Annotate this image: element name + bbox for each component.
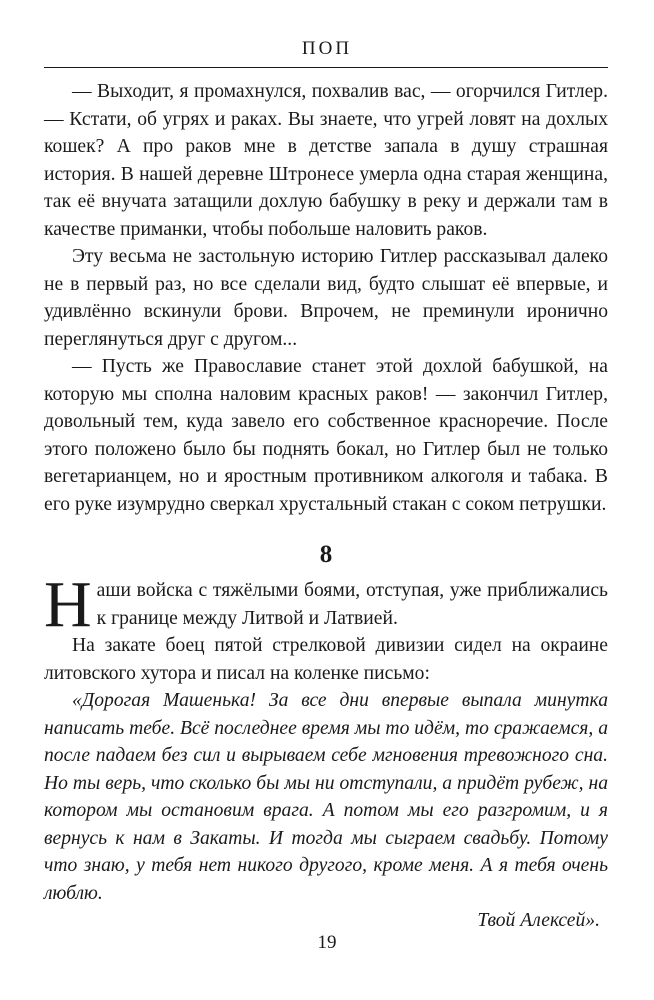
paragraph-toast: — Пусть же Православие станет этой дохлой бабушкой, на которую мы сполна наловим красных раков! — закончил Гитлер, довольный тем, куда завело его собственное красноречие. После этого положено было бы поднять бокал, но Гитлер был не только вегетарианцем, но и яростным противником алкоголя и табака. В его руке изумрудно сверкал хрустальный стакан с соком петрушки.: [44, 356, 608, 515]
paragraph-soldier-writing: На закате боец пятой стрелковой дивизии сидел на окраине литовского хутора и писал на коленке письмо:: [44, 635, 608, 684]
letter-signature: Твой Алексей».: [477, 910, 600, 931]
page-number: 19: [317, 932, 337, 953]
letter-text: «Дорогая Машенька! За все дни впервые выпала минутка написать тебе. Всё последнее время мы то идём, то сражаемся, а после падаем без сил и вырываем себе мгновения тревожного сна. Но ты верь, что сколько бы мы ни отступали, а придёт рубеж, на котором мы остановим врага. А потом мы его разгромим, и я вернусь к нам в Закаты. И тогда мы сыграем свадьбу. Потому что знаю, у тебя нет никого другого, кроме меня. А я тебя очень люблю.: [44, 690, 608, 904]
running-head: ПОП: [301, 38, 353, 59]
chapter-opening-text: аши войска с тяжёлыми боями, отступая, уже приближались к границе между Литвой и Латвией.: [96, 580, 608, 629]
paragraph-hitler-speech: — Выходит, я промахнулся, похвалив вас, — огорчился Гитлер. — Кстати, об угрях и раках. Вы знаете, что угрей ловят на дохлых кошек? А про раков мне в детстве запала в душу страшная история. В нашей деревне Штронесе умерла одна старая женщина, так её внучата затащили дохлую бабушку в реку и держали там в качестве приманки, чтобы побольше наловить раков.: [44, 81, 608, 240]
chapter-number: 8: [319, 541, 333, 568]
paragraph-story-reaction: Эту весьма не застольную историю Гитлер рассказывал далеко не в первый раз, но все сделали вид, будто слышат её впервые, и удивлённо вскинули брови. Впрочем, не преминули иронично переглянуться друг с другом...: [44, 246, 608, 350]
drop-cap-letter: Н: [44, 568, 92, 641]
letter-block: [44, 687, 608, 935]
header-rule: [44, 67, 608, 68]
chapter-opening-paragraph: [44, 568, 608, 641]
page-body: [44, 78, 608, 935]
